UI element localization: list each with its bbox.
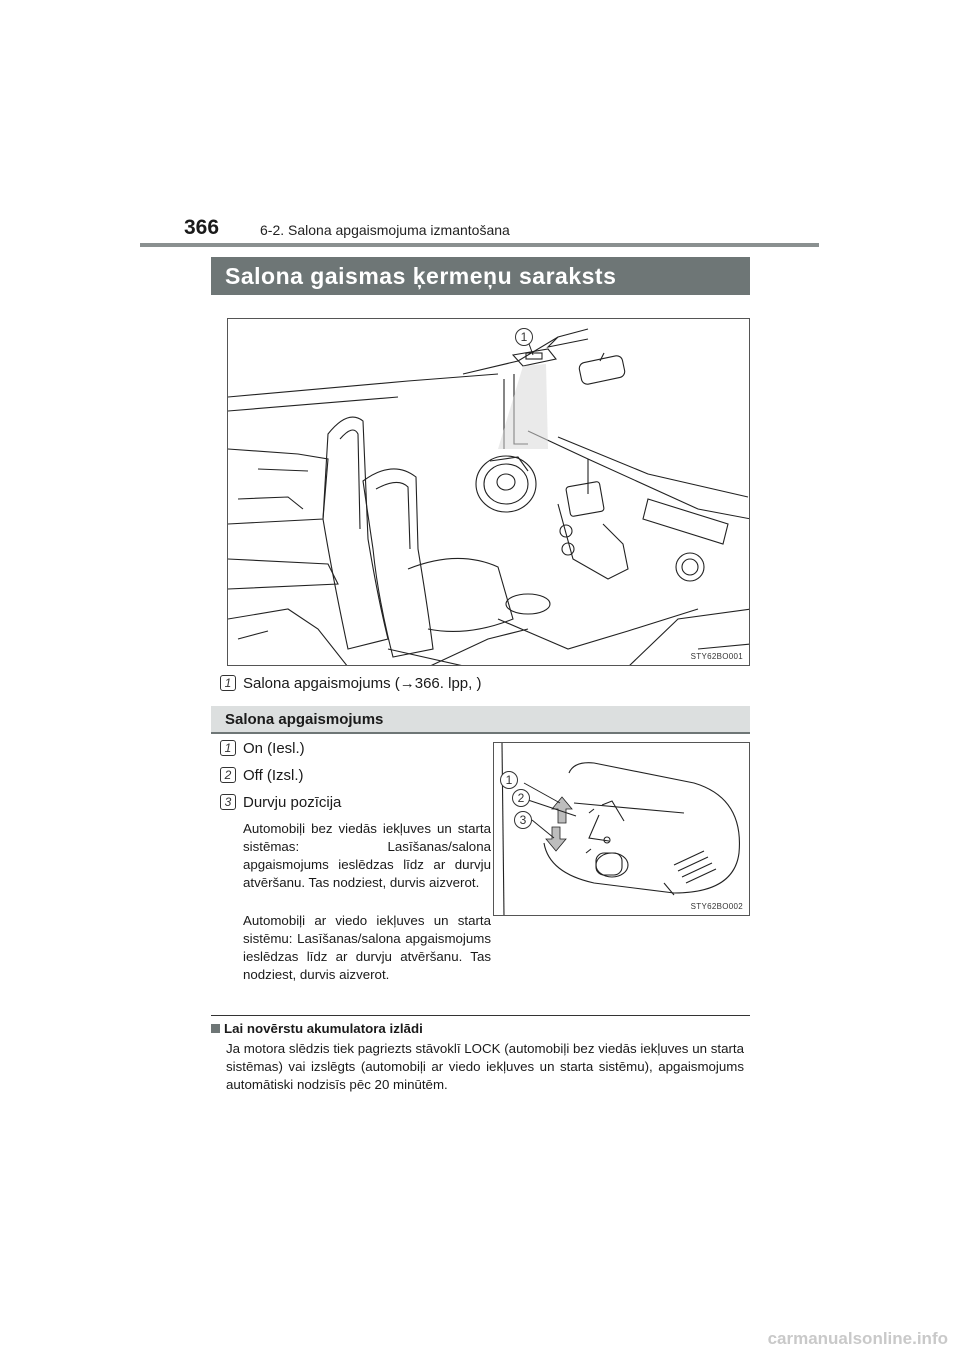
subsection-title: Salona apgaismojums xyxy=(211,706,750,734)
header-divider xyxy=(140,243,819,247)
item-number-badge: 2 xyxy=(220,767,236,783)
note-divider xyxy=(211,1015,750,1016)
figure-code: STY62BO001 xyxy=(690,652,743,661)
switch-callout-3: 3 xyxy=(514,811,532,829)
callout-1-figure: 1 xyxy=(515,328,533,346)
item-door-label: Durvju pozīcija xyxy=(243,794,342,811)
square-bullet-icon xyxy=(211,1024,220,1033)
section-title: Salona gaismas ķermeņu saraksts xyxy=(211,257,750,295)
item-number-badge: 1 xyxy=(220,740,236,756)
caption-number-badge: 1 xyxy=(220,675,236,691)
switch-illustration xyxy=(493,742,750,916)
note-body: Ja motora slēdzis tiek pagriezts stāvoklī LOCK (automobiļi bez viedās iekļuves un starta sistēmas) vai izslēgts (automobiļi ar viedo iekļuves un starta sistēmu), apgaismojums automātiski nodzisīs pēc 20 minūtēm. xyxy=(226,1041,744,1092)
door-paragraph-no-smart-key: Automobiļi bez viedās iekļuves un starta sistēmas: Lasīšanas/salona apgaismojums ieslēdzas līdz ar durvju atvēršanu. Tas nodziest, durvis aizverot. xyxy=(243,821,491,890)
switch-callout-2: 2 xyxy=(512,789,530,807)
figure-code: STY62BO002 xyxy=(690,902,743,911)
chapter-title: 6-2. Salona apgaismojuma izmantošana xyxy=(260,222,510,238)
cabin-drawing xyxy=(228,319,750,666)
note-title-text: Lai novērstu akumulatora izlādi xyxy=(224,1021,423,1036)
item-off-label: Off (Izsl.) xyxy=(243,767,304,784)
door-paragraph-smart-key: Automobiļi ar viedo iekļuves un starta sistēmu: Lasīšanas/salona apgaismojums ieslēdzas līdz ar durvju atvēršanu. Tas nodziest, durvis aizverot. xyxy=(243,913,491,982)
figure-caption: Salona apgaismojums (→366. lpp, ) xyxy=(243,675,482,692)
switch-callout-1: 1 xyxy=(500,771,518,789)
item-number-badge: 3 xyxy=(220,794,236,810)
cabin-illustration xyxy=(227,318,750,666)
page-number: 366 xyxy=(184,216,220,239)
note-title xyxy=(211,1021,423,1036)
item-on-label: On (Iesl.) xyxy=(243,740,305,757)
watermark: carmanualsonline.info xyxy=(767,1329,948,1348)
switch-drawing xyxy=(494,743,750,916)
